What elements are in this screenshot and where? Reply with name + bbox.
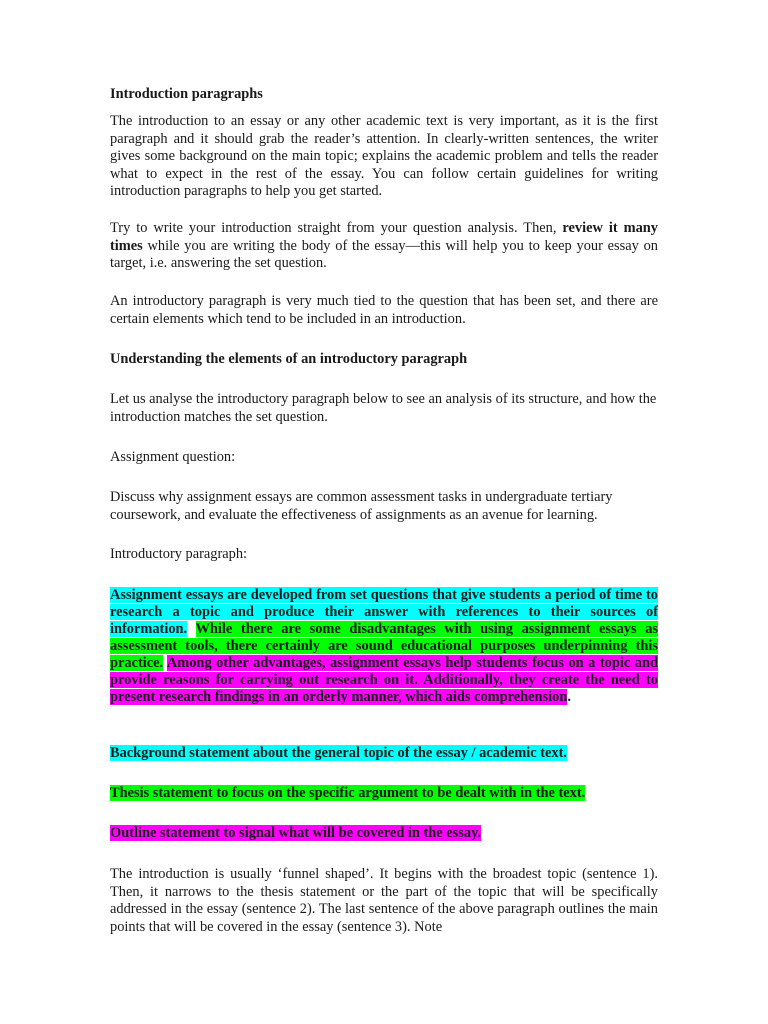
para2-text-after: while you are writing the body of the essay—this will help you to keep your essay on target, i.e. answering the set question.: [110, 237, 658, 271]
para2-bold-text: review it many times: [110, 220, 658, 254]
assignment-question-text: Discuss why assignment essays are common assessment tasks in undergraduate tertiary coursework, and evaluate the effectiveness of assignments as an avenue for learning.: [110, 489, 613, 523]
example-thesis-sentence: While there are some disadvantages with using assignment essays as assessment tools, there certainly are sound educational purposes underpinning this practice.: [110, 621, 658, 671]
paragraph-analyse-example: Let us analyse the introductory paragraph below to see an analysis of its structure, and how the introduction matches the set question.: [110, 391, 657, 425]
label-introductory-paragraph: Introductory paragraph:: [110, 546, 248, 562]
paragraph-tied-to-question: An introductory paragraph is very much tied to the question that has been set, and there are certain elements which tend to be included in an introduction.: [110, 293, 658, 327]
heading-introduction-paragraphs: Introduction paragraphs: [110, 86, 263, 102]
legend-thesis-statement: [110, 785, 658, 803]
heading-understanding-elements: Understanding the elements of an introductory paragraph: [110, 351, 468, 367]
para2-text-before: Try to write your introduction straight from your question analysis. Then,: [110, 220, 563, 236]
paragraph-question-analysis: [110, 220, 658, 273]
paragraph-introduction-importance: The introduction to an essay or any other academic text is very important, as it is the first paragraph and it should grab the reader’s attention. In clearly-written sentences, the writer gives some background on the main topic; explains the academic problem and tells the reader what to expect in the rest of the essay. You can follow certain guidelines for writing introduction paragraphs to help you get started.: [110, 113, 658, 199]
legend-background-text: Background statement about the general topic of the essay / academic text.: [110, 745, 567, 761]
legend-thesis-text: Thesis statement to focus on the specific argument to be dealt with in the text.: [110, 785, 586, 801]
legend-outline-statement: [110, 825, 658, 843]
example-introductory-paragraph: [110, 587, 658, 706]
label-assignment-question: Assignment question:: [110, 449, 236, 465]
paragraph-funnel-shaped: The introduction is usually ‘funnel shaped’. It begins with the broadest topic (sentence 1). Then, it narrows to the thesis statement or the part of the topic that will be specifically addressed in the essay (sentence 2). The last sentence of the above paragraph outlines the main points that will be covered in the essay (sentence 3). Note: [110, 866, 658, 935]
example-end-period: .: [567, 689, 571, 705]
example-background-sentence: Assignment essays are developed from set questions that give students a period of time to research a topic and produce their answer with references to their sources of information.: [110, 587, 658, 637]
legend-background-statement: [110, 745, 658, 763]
example-outline-sentence: Among other advantages, assignment essays help students focus on a topic and provide reasons for carrying out research on it. Additionally, they create the need to present research findings in an orderly manner, which aids comprehension: [110, 655, 658, 705]
legend-outline-text: Outline statement to signal what will be covered in the essay.: [110, 825, 482, 841]
